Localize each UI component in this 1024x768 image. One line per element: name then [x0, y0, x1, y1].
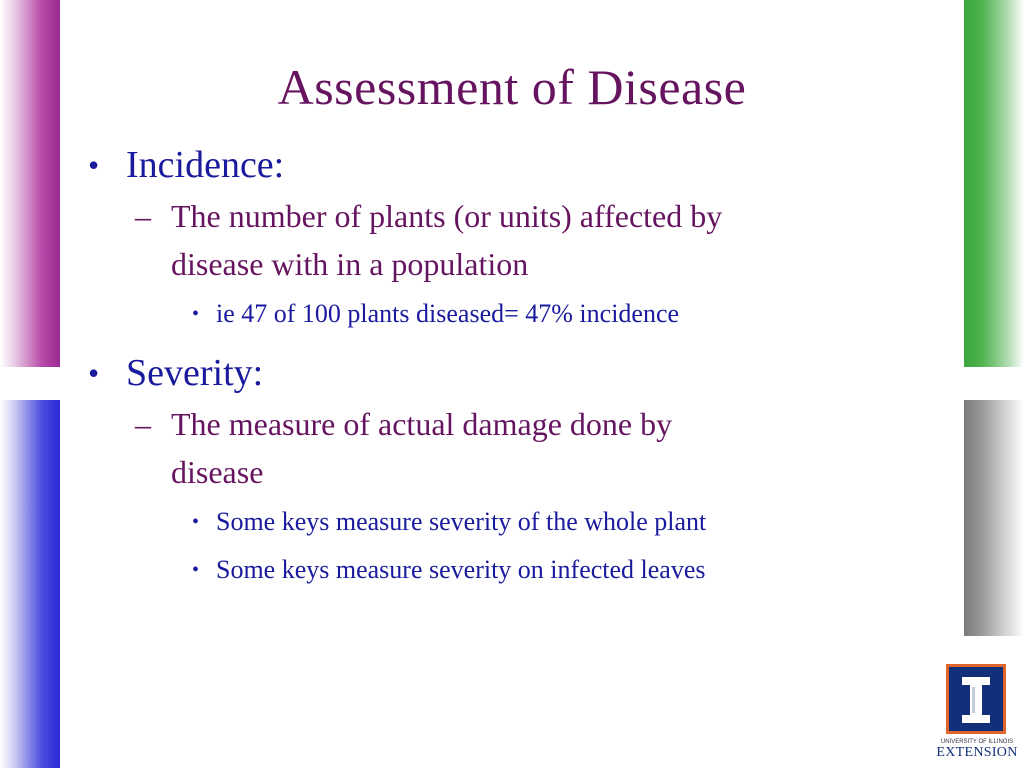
right-bottom-decor-bar — [964, 400, 1024, 636]
sub-bullet-icon: • — [192, 511, 200, 533]
example-severity-whole-plant — [88, 502, 948, 542]
section-heading-incidence — [88, 140, 948, 190]
example-text: ie 47 of 100 plants diseased= 47% incidence — [216, 299, 680, 328]
definition-incidence — [88, 192, 948, 288]
section-heading-text: Incidence: — [126, 144, 285, 186]
example-severity-leaves — [88, 550, 948, 590]
section-heading-text: Severity: — [126, 352, 264, 394]
logo-box — [946, 664, 1006, 734]
bullet-icon: • — [88, 355, 100, 391]
left-bottom-decor-bar — [0, 400, 60, 768]
sub-bullet-icon: • — [192, 559, 200, 581]
example-incidence — [88, 294, 948, 334]
definition-text-line2: disease with in a population — [171, 246, 529, 282]
left-top-decor-bar — [0, 0, 60, 367]
logo-extension-text: EXTENSION — [936, 745, 1018, 760]
slide-title: Assessment of Disease — [277, 59, 747, 115]
sub-bullet-icon: • — [192, 303, 200, 325]
bullet-icon: • — [88, 147, 100, 183]
definition-text-line1: The measure of actual damage done by — [171, 406, 673, 442]
right-top-decor-bar — [964, 0, 1024, 367]
dash-icon: – — [135, 198, 151, 234]
section-heading-severity — [88, 348, 948, 398]
illinois-block-i-icon — [961, 676, 991, 724]
definition-severity — [88, 400, 948, 496]
dash-icon: – — [135, 406, 151, 442]
definition-text-line2: disease — [171, 454, 264, 490]
logo-university-text: UNIVERSITY OF ILLINOIS — [940, 739, 1014, 745]
example-text: Some keys measure severity on infected leaves — [216, 555, 706, 584]
definition-text-line1: The number of plants (or units) affected by — [171, 198, 723, 234]
slide-body — [88, 136, 948, 590]
university-extension-logo — [934, 664, 1018, 764]
example-text: Some keys measure severity of the whole plant — [216, 507, 707, 536]
